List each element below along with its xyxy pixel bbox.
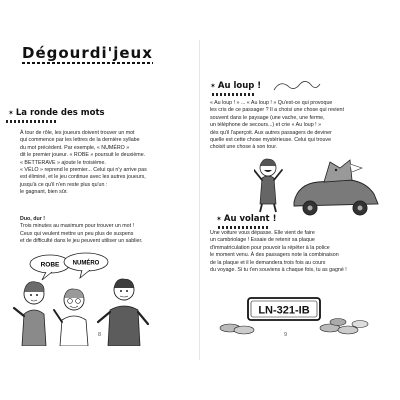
car-with-wolf	[294, 160, 378, 215]
swirl-decoration	[272, 78, 322, 94]
tip-label: Duo, dur !	[20, 216, 46, 222]
right-page	[210, 38, 368, 356]
boy-figure	[54, 289, 88, 346]
volant-line: le moment venu. À des passagers note la combinaison	[210, 252, 339, 259]
page-gutter	[199, 40, 200, 360]
loup-line: souvent dans le paysage (une vache, une ferme,	[210, 114, 325, 121]
loup-line: quelle est cette chose mystérieuse. Celui qui trouve	[210, 137, 332, 144]
left-page	[15, 38, 178, 356]
tip-line: Trois minutes au maximum pour trouver un mot !	[20, 223, 135, 230]
page-title: Dégourdi'jeux	[22, 44, 153, 62]
loup-line: un téléphone de secours...) et crie « Au loup ! »	[210, 122, 322, 129]
tip-box	[20, 216, 180, 246]
ronde-line: jusqu'à ce qu'il n'en reste plus qu'un :	[20, 181, 108, 188]
wolf-head	[324, 160, 352, 182]
loup-line: les cris de ce passager ? Il a choisi une chose qui revient	[210, 107, 344, 114]
section-underline	[6, 120, 58, 123]
loup-line: « Au loup ! » ... « Au loup ! » Qu'est-ce qui provoque	[210, 100, 333, 106]
ronde-line: est éliminé, et le jeu continue avec les autres joueurs,	[20, 174, 146, 181]
volant-line: de la plaque et il le demandera trois fois au cours	[210, 259, 326, 266]
volant-body	[210, 230, 372, 274]
page-number: 8	[98, 332, 102, 338]
ronde-line: le gagnant, bien sûr.	[20, 189, 68, 196]
kids-illustration	[12, 250, 162, 346]
section-underline	[212, 93, 256, 96]
section-underline	[218, 226, 268, 229]
volant-line: du voyage. Si tu t'en souviens à chaque fois, tu as gagné !	[210, 267, 347, 274]
section-title-ronde: ✶ La ronde des mots	[8, 108, 105, 118]
speech-bubble-word: ROBE	[40, 261, 60, 269]
page-number: 9	[284, 332, 288, 338]
loup-line: dès qu'il l'aperçoit. Aux autres passagers de deviner	[210, 129, 332, 136]
wolf-illustration	[254, 154, 384, 218]
girl-figure	[14, 282, 46, 346]
volant-line: un cambriolage ! Essaie de retenir sa plaque	[210, 237, 315, 244]
section-title-volant: ✶ Au volant !	[216, 214, 276, 224]
tip-line: et de difficulté dans le jeu peuvent utiliser un sablier.	[20, 238, 143, 245]
ronde-line: du mot précédent. Par exemple, « NUMÉRO »	[20, 144, 130, 151]
ronde-line: dit le premier joueur. « ROBE » poursuit le deuxième.	[20, 152, 146, 159]
ronde-body	[20, 130, 180, 197]
ronde-line: « BETTERAVE » ajoute le troisième.	[20, 159, 106, 166]
license-plate-illustration	[210, 288, 370, 338]
loup-line: choisit une chose à son tour.	[210, 144, 278, 151]
section-title-loup: ✶ Au loup !	[210, 81, 261, 91]
volant-line: d'immatriculation pour pouvoir la répéter à la police	[210, 244, 330, 251]
loup-body	[210, 100, 372, 152]
speech-bubble-word: NUMÉRO	[72, 260, 100, 267]
tip-line: Ceux qui veulent mettre un peu plus de suspens	[20, 230, 134, 237]
volant-line: Une voiture vous dépasse. Elle vient de faire	[210, 230, 315, 236]
license-plate-text: LN-321-IB	[258, 304, 310, 317]
ronde-line: qui commence par les lettres de la dernière syllabe	[20, 137, 140, 144]
ronde-line: « VÉLO » reprend le premier... Celui qui n'y arrive pas	[20, 167, 147, 174]
ronde-line: À tour de rôle, les joueurs doivent trouver un mot	[20, 130, 135, 136]
tall-boy-figure	[98, 279, 148, 346]
boy-figure	[254, 159, 282, 212]
